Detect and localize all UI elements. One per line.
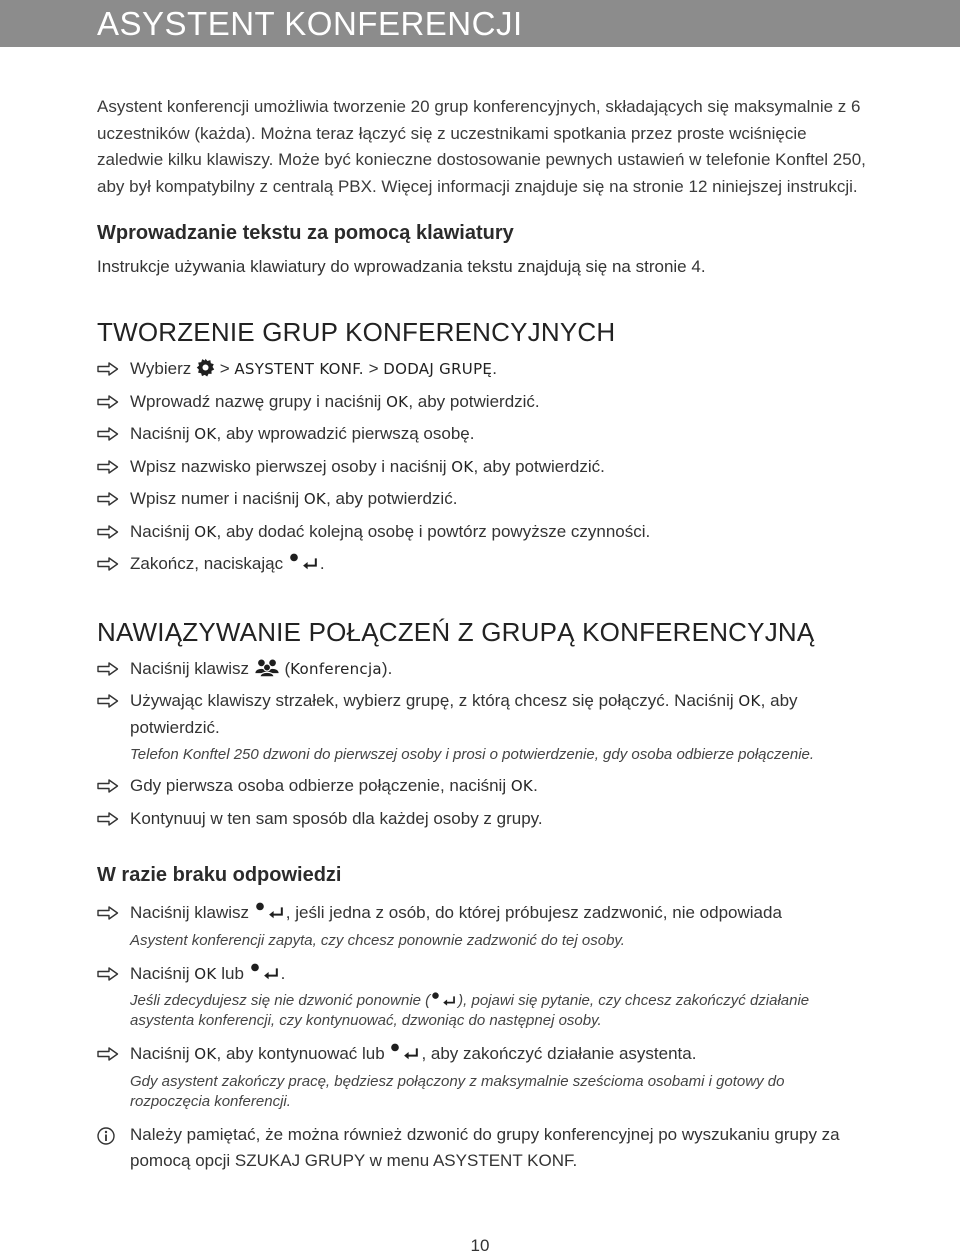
ok-key-label: OK [194,1045,217,1064]
arrow-right-icon [97,525,119,539]
step-text: , aby kontynuować lub [216,1044,385,1064]
step-text: , aby potwierdzić. [473,456,605,476]
step-text: Naciśnij [130,963,195,983]
header-bar [0,0,960,47]
call-step-4 [97,806,867,833]
step-text: Wpisz numer i naciśnij [130,489,304,509]
step-text: Zakończ, naciskając [130,554,284,574]
call-steps [97,656,867,833]
ok-key-label: OK [510,777,534,796]
create-step-1 [97,356,867,383]
menu-key-label: DODAJ GRUPĘ [383,360,493,379]
arrow-right-icon [97,427,119,441]
step-text: lub [216,963,244,983]
step-note: Gdy asystent zakończy pracę, będziesz połączony z maksymalnie sześcioma osobami i gotowy do rozpoczęcia konferencji. [130,1072,785,1110]
step-text: , jeśli jedna z osób, do której próbujesz zadzwonić, nie odpowiada [285,903,782,923]
step-text: , aby wprowadzić pierwszą osobę. [216,424,475,444]
arrow-right-icon [97,557,119,571]
step-text: ). [381,658,393,678]
content [97,94,867,1175]
hang-up-key-icon [389,1042,421,1062]
arrow-right-icon [97,779,119,793]
info-text: Należy pamiętać, że można również dzwonić do grupy konferencyjnej po wyszukaniu grupy za pomocą opcji SZUKAJ GRUPY w menu ASYSTENT KONF. [130,1124,840,1171]
ok-key-label: OK [451,457,474,476]
step-text: Naciśnij [130,521,195,541]
step-text: , aby potwierdzić. [408,391,540,411]
arrow-right-icon [97,492,119,506]
call-heading: NAWIĄZYWANIE POŁĄCZEŃ Z GRUPĄ KONFERENCYJNĄ [97,616,815,647]
step-note [130,991,867,1031]
arrow-right-icon [97,460,119,474]
arrow-right-icon [97,662,119,676]
call-step-3 [97,773,867,800]
create-step-2 [97,389,867,416]
arrow-right-icon [97,967,119,981]
create-step-4 [97,454,867,481]
hang-up-key-icon [288,552,320,572]
step-text: Gdy pierwsza osoba odbierze połączenie, naciśnij [130,776,511,796]
step-text: Naciśnij klawisz [130,903,250,923]
ok-key-label: OK [194,964,217,983]
ok-key-label: OK [194,522,217,541]
step-text: , aby zakończyć działanie asystenta. [421,1044,697,1064]
create-step-6 [97,519,867,546]
page-title: ASYSTENT KONFERENCJI [97,5,523,42]
noreply-step-3 [97,1041,867,1112]
note-text: ), pojawi się pytanie, czy chcesz zakończyć działanie asystenta konferencji, czy kontynuować, dzwoniąc do następnej osoby. [130,992,810,1030]
arrow-right-icon [97,694,119,708]
step-text: . [319,554,325,574]
arrow-right-icon [97,906,119,920]
conference-people-icon [254,658,280,677]
step-text: Używając klawiszy strzałek, wybierz grupę, z którą chcesz się połączyć. Naciśnij [130,691,739,711]
step-note: Telefon Konftel 250 dzwoni do pierwszej osoby i prosi o potwierdzenie, gdy osoba odbierze połączenie. [130,746,815,764]
create-step-5 [97,486,867,513]
step-text: Naciśnij klawisz [130,658,250,678]
arrow-right-icon [97,395,119,409]
step-text: . [533,776,538,796]
call-step-2 [97,688,867,765]
hang-up-key-icon [249,962,281,982]
hang-up-key-icon [254,901,286,921]
step-text: . [492,359,497,379]
hang-up-key-icon [430,991,458,1008]
create-step-3 [97,421,867,448]
keyboard-heading: Wprowadzanie tekstu za pomocą klawiatury [97,222,514,245]
keyboard-text: Instrukcje używania klawiatury do wprowadzania tekstu znajdują się na stronie 4. [97,257,706,277]
step-note: Asystent konferencji zapyta, czy chcesz ponownie zadzwonić do tej osoby. [130,931,625,949]
create-heading: TWORZENIE GRUP KONFERENCYJNYCH [97,317,616,348]
step-text: > [219,359,235,379]
ok-key-label: OK [194,425,217,444]
info-note [97,1122,867,1175]
arrow-right-icon [97,1047,119,1061]
step-text: , aby potwierdzić. [130,691,798,737]
step-text: Wprowadź nazwę grupy i naciśnij [130,391,387,411]
step-text: , aby dodać kolejną osobę i powtórz powyższe czynności. [216,521,651,541]
note-text: Jeśli zdecydujesz się nie dzwonić ponownie ( [130,992,431,1010]
step-text: , aby potwierdzić. [326,489,458,509]
arrow-right-icon [97,362,119,376]
call-step-1 [97,656,867,683]
step-text: > [363,359,384,379]
noreply-steps [97,900,867,1175]
step-text: Naciśnij [130,424,195,444]
settings-gear-icon [196,358,215,377]
step-text: Wybierz [130,359,192,379]
info-icon [97,1127,115,1145]
create-steps [97,356,867,578]
conference-key-label: Konferencja [290,659,382,678]
step-text: Kontynuuj w ten sam sposób dla każdej osoby z grupy. [130,808,543,828]
arrow-right-icon [97,812,119,826]
step-text: Wpisz nazwisko pierwszej osoby i naciśnij [130,456,452,476]
step-text: Naciśnij [130,1044,195,1064]
noreply-heading: W razie braku odpowiedzi [97,864,342,887]
intro-paragraph: Asystent konferencji umożliwia tworzenie 20 grup konferencyjnych, składających się maksymalnie z 6 uczestników (każda). Można teraz łączyć się z uczestnikami spotkania przez proste wciśnięcie zaledwie kilku klawiszy. Może być konieczne dostosowanie pewnych ustawień w telefonie Konftel 250, aby był kompatybilny z centralą PBX. Więcej informacji znajduje się na stronie 12 niniejszej instrukcji. [97,97,866,196]
create-step-7 [97,551,867,578]
noreply-step-1 [97,900,867,951]
menu-key-label: ASYSTENT KONF. [234,360,364,379]
step-text: ( [279,658,291,678]
ok-key-label: OK [303,490,327,509]
ok-key-label: OK [738,692,761,711]
page-number: 10 [470,1236,490,1255]
ok-key-label: OK [386,392,409,411]
noreply-step-2 [97,961,867,1032]
step-text: . [280,963,286,983]
